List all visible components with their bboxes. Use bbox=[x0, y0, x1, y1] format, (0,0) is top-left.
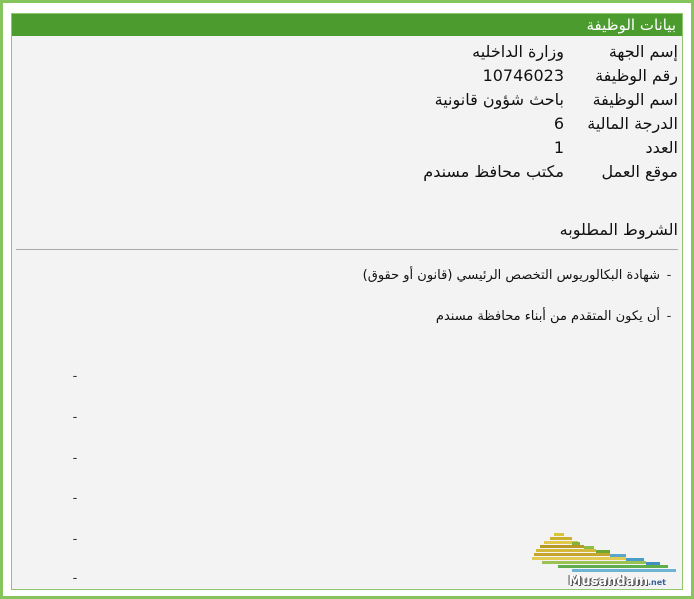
section-title: بيانات الوظيفة bbox=[586, 16, 676, 34]
info-row-job-number bbox=[423, 64, 678, 88]
bullet-dash: - bbox=[666, 309, 672, 324]
musandam-logo bbox=[532, 527, 680, 589]
bullet-dash: - bbox=[666, 268, 672, 283]
info-label: رقم الوظيفة bbox=[595, 66, 678, 85]
requirement-item bbox=[72, 449, 678, 469]
info-value: 10746023 bbox=[482, 66, 564, 85]
bullet-dash: - bbox=[72, 451, 78, 466]
requirement-item: -أن يكون المتقدم من أبناء محافظة مسندم bbox=[78, 307, 678, 327]
requirement-item bbox=[72, 367, 678, 387]
info-label: العدد bbox=[645, 138, 678, 157]
info-value: 1 bbox=[553, 138, 564, 157]
info-value: 6 bbox=[553, 114, 564, 133]
info-value: باحث شؤون قانونية bbox=[434, 90, 564, 109]
requirements-title: الشروط المطلوبه bbox=[559, 220, 678, 239]
bullet-dash: - bbox=[72, 369, 78, 384]
bullet-dash: - bbox=[72, 491, 78, 506]
info-row-grade bbox=[423, 112, 678, 136]
info-label: اسم الوظيفة bbox=[592, 90, 678, 109]
info-row-count bbox=[423, 136, 678, 160]
requirement-item: -شهادة البكالوريوس التخصص الرئيسي (قانون أو حقوق) bbox=[78, 266, 678, 286]
bullet-dash: - bbox=[72, 532, 78, 547]
job-details-panel bbox=[11, 13, 683, 590]
bullet-dash: - bbox=[72, 410, 78, 425]
bullet-dash: - bbox=[72, 571, 78, 586]
logo-text: Musandam bbox=[568, 574, 649, 589]
divider bbox=[16, 249, 678, 250]
info-label: الدرجة المالية bbox=[587, 114, 678, 133]
info-row-entity bbox=[423, 40, 678, 64]
requirement-item bbox=[72, 408, 678, 428]
info-row-location bbox=[423, 160, 678, 184]
info-value: مكتب محافظ مسندم bbox=[423, 162, 564, 181]
info-row-job-name bbox=[423, 88, 678, 112]
section-header bbox=[12, 14, 682, 36]
logo-suffix: .net bbox=[648, 578, 666, 587]
info-label: إسم الجهة bbox=[608, 42, 678, 61]
info-label: موقع العمل bbox=[601, 162, 678, 181]
info-value: وزارة الداخليه bbox=[472, 42, 564, 61]
job-info-list bbox=[423, 40, 678, 184]
requirement-item bbox=[72, 489, 678, 509]
